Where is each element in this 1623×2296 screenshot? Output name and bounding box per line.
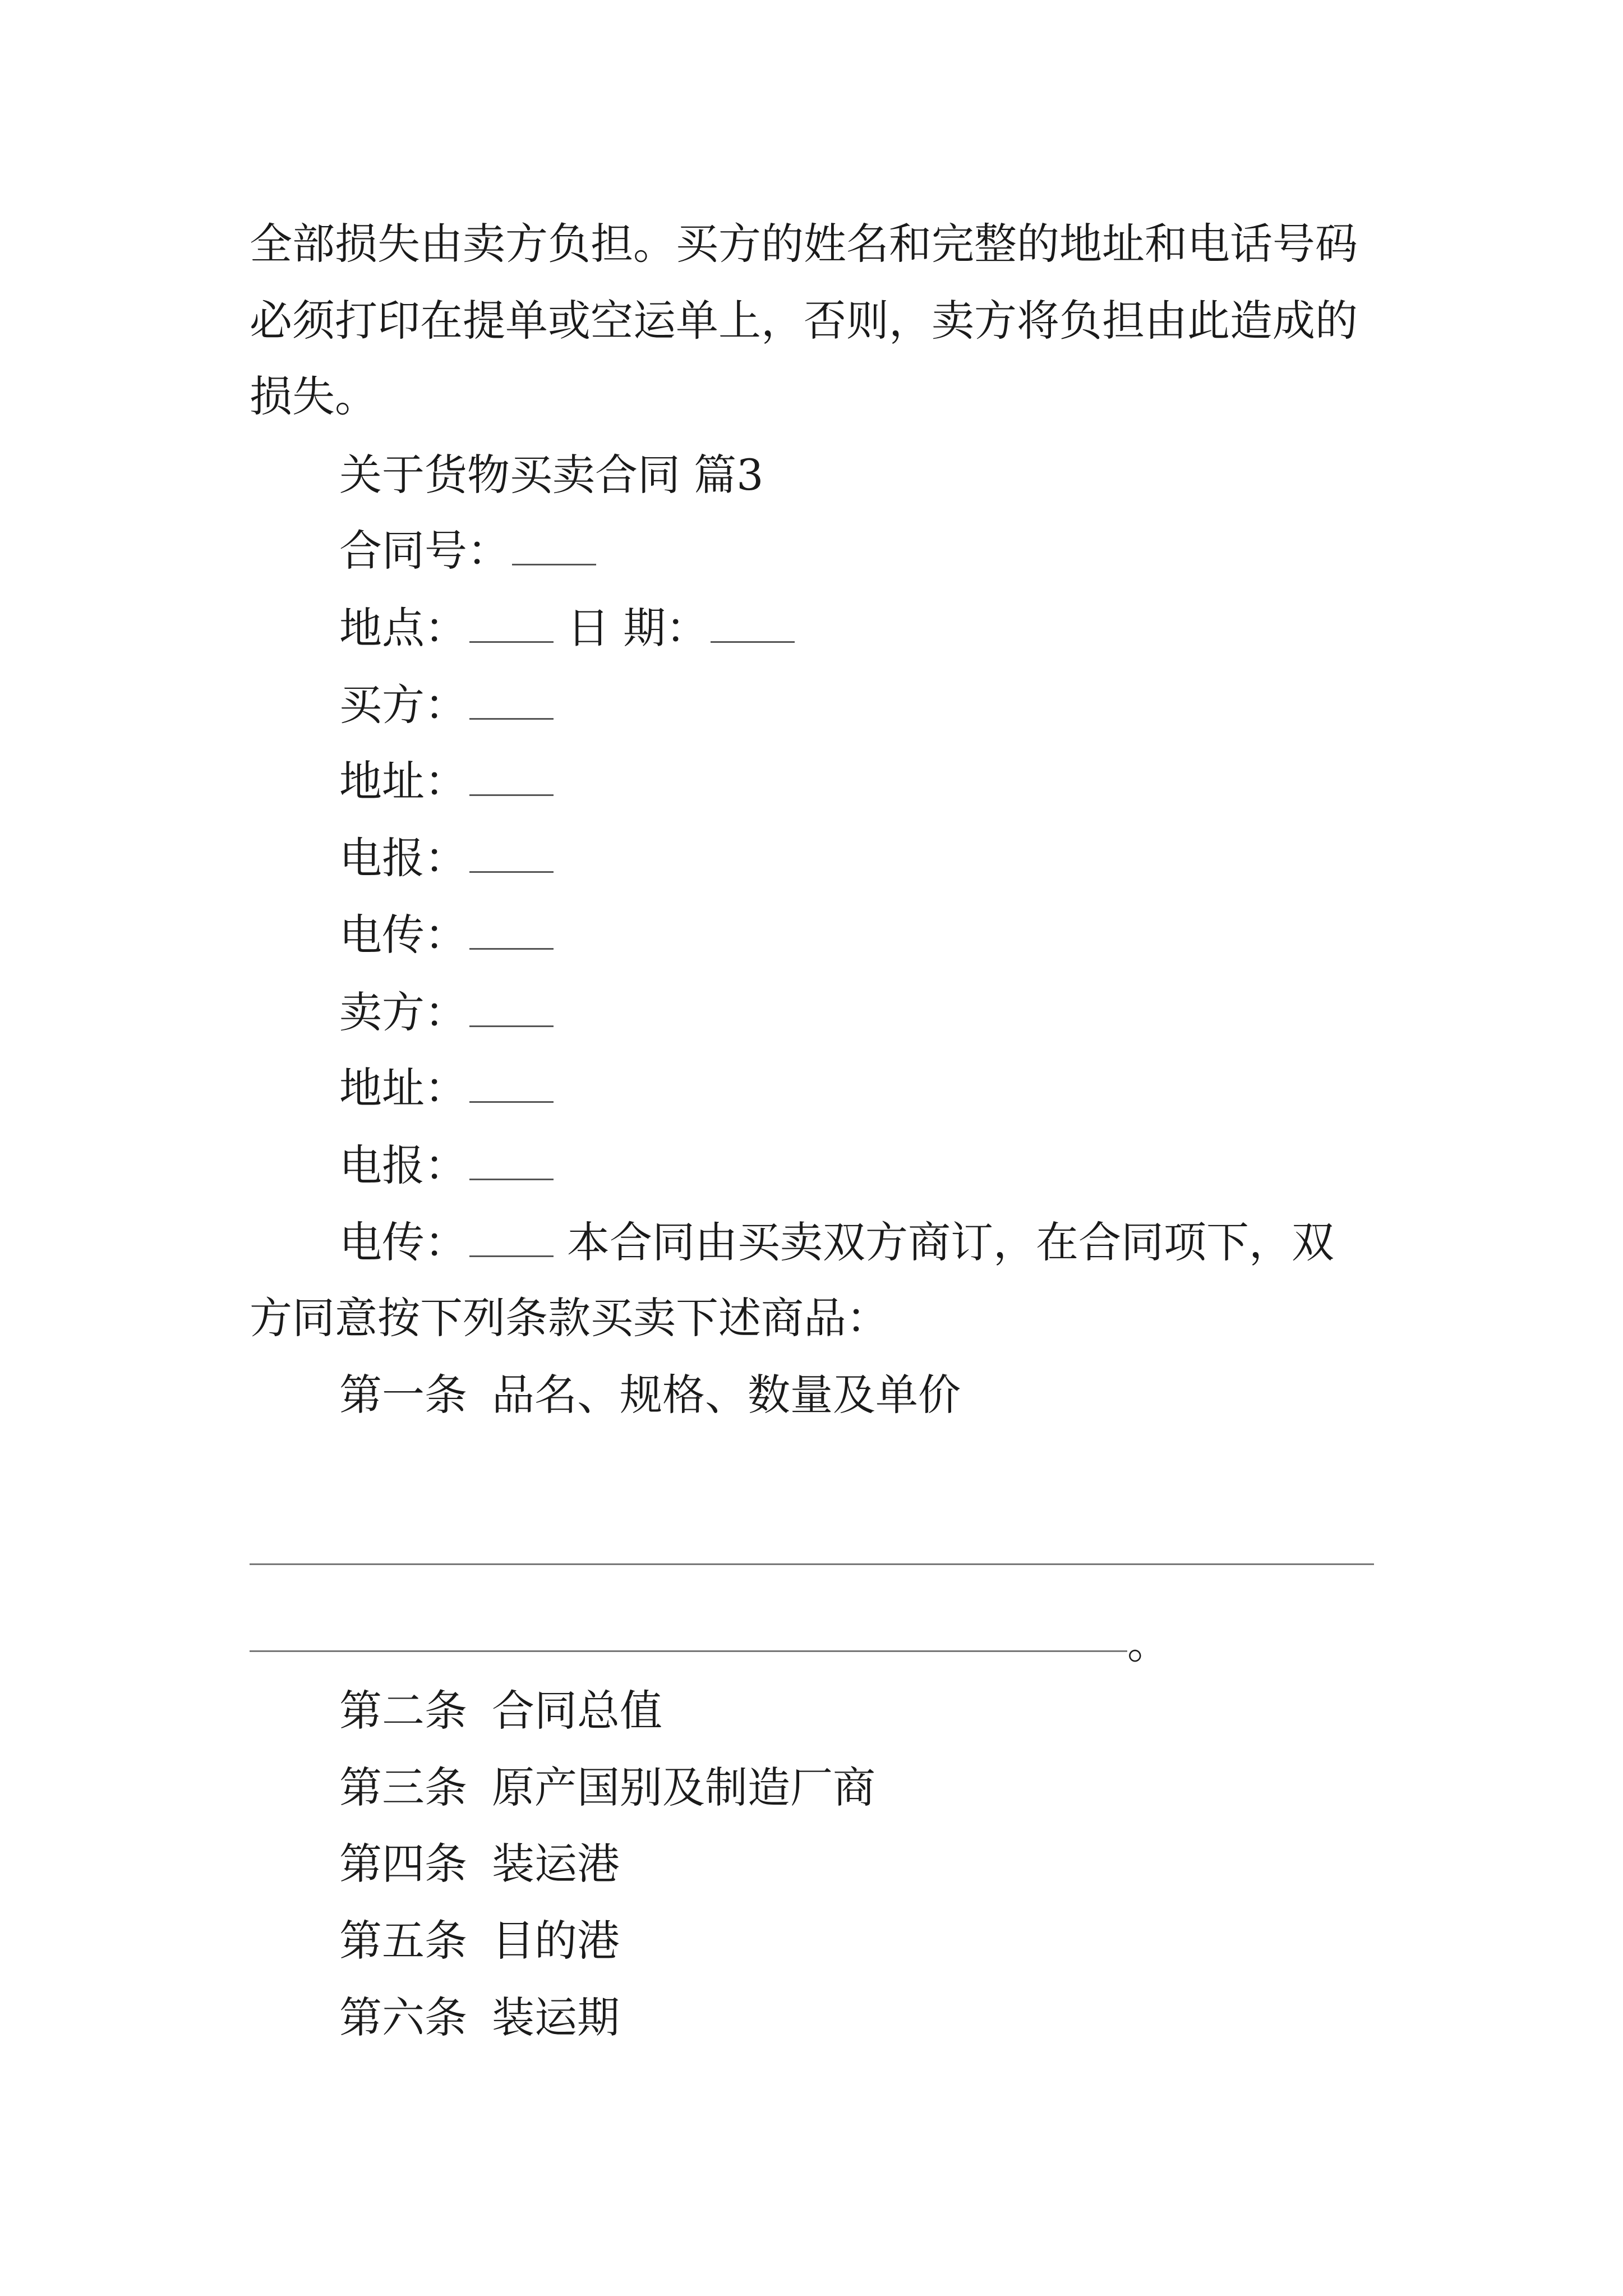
paragraph-line: 损失。 <box>250 371 377 421</box>
field-seller <box>339 984 1483 1041</box>
intro-text: 本合同由买卖双方商订，在合同项下，双 <box>567 1217 1334 1267</box>
article-title: 品名、规格、数量及单价 <box>492 1370 961 1420</box>
field-label: 电报： <box>339 1140 467 1190</box>
fill-in-rule <box>250 1650 1127 1652</box>
blank-line <box>512 524 596 565</box>
blank-line <box>469 986 554 1027</box>
article-number: 第一条 <box>339 1370 467 1420</box>
article-3 <box>339 1760 1483 1816</box>
fill-in-rule <box>250 1563 1374 1565</box>
article-5 <box>339 1913 1483 1969</box>
field-label: 地点： <box>339 603 467 653</box>
article-2 <box>339 1683 1483 1739</box>
article-number: 第三条 <box>339 1763 467 1812</box>
field-label: 地址： <box>339 1063 467 1113</box>
field-label: 电传： <box>339 910 467 960</box>
field-seller-telex <box>339 1214 1483 1271</box>
intro-text-line2: 方同意按下列条款买卖下述商品： <box>250 1293 889 1343</box>
field-buyer-telex <box>339 907 1483 963</box>
article-number: 第六条 <box>339 1993 467 2042</box>
article-title: 合同总值 <box>492 1686 662 1736</box>
blank-line <box>469 1062 554 1103</box>
field-buyer-telegram <box>339 830 1483 886</box>
article-title: 装运期 <box>492 1993 620 2042</box>
field-label: 地址： <box>339 756 467 806</box>
field-contract-no <box>339 523 1483 579</box>
field-label: 合同号： <box>339 526 510 576</box>
field-label: 电报： <box>339 833 467 883</box>
article-number: 第二条 <box>339 1686 467 1736</box>
blank-line <box>469 1139 554 1180</box>
blank-line <box>469 909 554 950</box>
blank-line <box>469 755 554 796</box>
field-label: 买方： <box>339 680 467 730</box>
article-number: 第五条 <box>339 1916 467 1966</box>
article-1 <box>339 1367 1483 1423</box>
article-number: 第四条 <box>339 1839 467 1889</box>
article-4 <box>339 1836 1483 1892</box>
article-title: 原产国别及制造厂商 <box>492 1763 875 1812</box>
article-title: 目的港 <box>492 1916 620 1966</box>
field-buyer <box>339 677 1483 733</box>
field-seller-telegram <box>339 1138 1483 1194</box>
field-label: 日 期： <box>567 603 709 653</box>
blank-line <box>469 602 554 643</box>
rule-end-mark: 。 <box>1127 1618 1170 1668</box>
paragraph-line: 必须打印在提单或空运单上，否则，卖方将负担由此造成的 <box>250 296 1358 346</box>
field-place-date <box>339 600 1483 656</box>
paragraph-line: 全部损失由卖方负担。买方的姓名和完整的地址和电话号码 <box>250 219 1358 269</box>
blank-line <box>469 1216 554 1257</box>
section-heading: 关于货物买卖合同 篇3 <box>339 450 764 500</box>
article-title: 装运港 <box>492 1839 620 1889</box>
blank-line <box>711 602 795 643</box>
blank-line <box>469 679 554 720</box>
field-label: 电传： <box>339 1217 467 1267</box>
field-seller-address <box>339 1060 1483 1116</box>
article-6 <box>339 1990 1483 2046</box>
field-label: 卖方： <box>339 987 467 1037</box>
blank-line <box>469 832 554 873</box>
field-buyer-address <box>339 753 1483 809</box>
